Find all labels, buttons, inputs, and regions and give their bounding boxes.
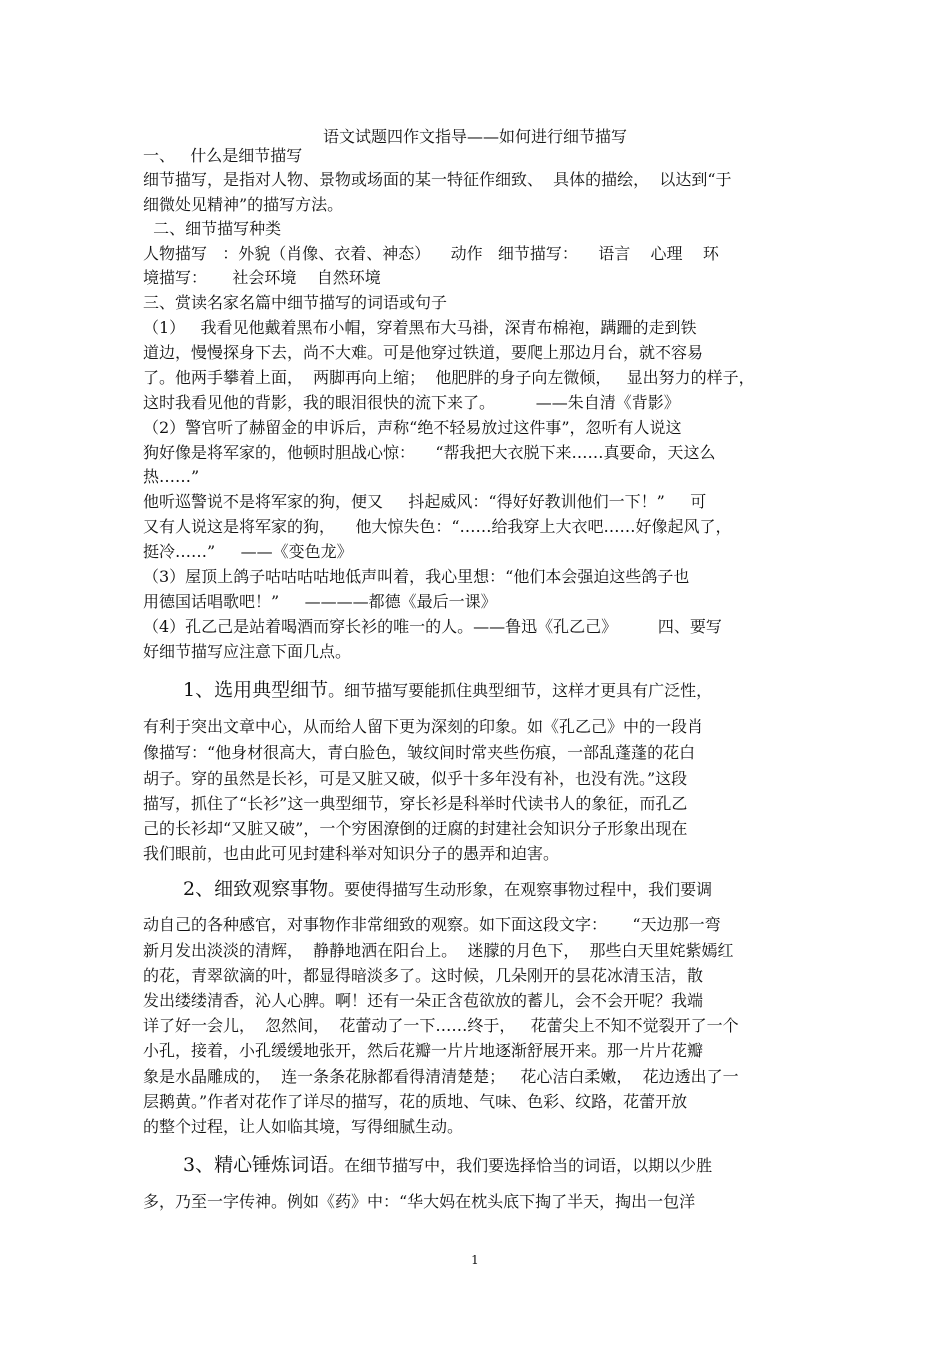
text-line: 用德国话唱歌吧！” ————都德《最后一课》 bbox=[143, 592, 497, 611]
text-line: 二、细节描写种类 bbox=[143, 219, 282, 238]
text-line: （4）孔乙己是站着喝酒而穿长衫的唯一的人。——鲁迅《孔乙己》 四、要写 bbox=[143, 617, 722, 636]
text-line: 挺冷……” ——《变色龙》 bbox=[143, 542, 353, 561]
text-line: 又有人说这是将军家的狗， 他大惊失色：“……给我穿上大衣吧……好像起风了， bbox=[143, 517, 732, 536]
text-line: 狗好像是将军家的，他顿时胆战心惊： “帮我把大衣脱下来……真要命，天这么 bbox=[143, 443, 716, 462]
section-heading-line bbox=[183, 1155, 712, 1176]
text-line: 像描写：“他身材很高大，青白脸色，皱纹间时常夹些伤痕，一部乱蓬蓬的花白 bbox=[143, 743, 696, 762]
text-line: 己的长衫却“又脏又破”，一个穷困潦倒的迂腐的封建社会知识分子形象出现在 bbox=[143, 819, 688, 838]
text-line: 详了好一会儿， 忽然间， 花蕾动了一下……终于， 花蕾尖上不知不觉裂开了一个 bbox=[143, 1016, 739, 1035]
text-line: 热……” bbox=[143, 467, 200, 486]
page-number: 1 bbox=[471, 1253, 479, 1267]
text-line: 象是水晶雕成的， 连一条条花脉都看得清清楚楚； 花心洁白柔嫩， 花边透出了一 bbox=[143, 1067, 739, 1086]
text-line: 一、 什么是细节描写 bbox=[143, 146, 303, 165]
text-line: 了。他两手攀着上面， 两脚再向上缩； 他肥胖的身子向左微倾， 显出努力的样子， bbox=[143, 368, 755, 387]
section-heading: 1、选用典型细节 bbox=[183, 679, 329, 701]
text-line: 小孔，接着，小孔缓缓地张开，然后花瓣一片片地逐渐舒展开来。那一片片花瓣 bbox=[143, 1041, 704, 1060]
section-heading: 2、细致观察事物 bbox=[183, 878, 329, 900]
text-line: 我们眼前，也由此可见封建科举对知识分子的愚弄和迫害。 bbox=[143, 844, 560, 863]
text-line: 新月发出淡淡的清辉， 静静地洒在阳台上。 迷朦的月色下， 那些白天里姹紫嫣红 bbox=[143, 941, 734, 960]
text-line: 动自己的各种感官，对事物作非常细致的观察。如下面这段文字： “天边那一弯 bbox=[143, 915, 721, 934]
text-line: 好细节描写应注意下面几点。 bbox=[143, 642, 352, 661]
section-lead: 。在细节描写中，我们要选择恰当的词语，以期以少胜 bbox=[328, 1156, 713, 1175]
text-line: 细节描写，是指对人物、景物或场面的某一特征作细致、 具体的描绘， 以达到“于 bbox=[143, 170, 732, 189]
text-line: 有利于突出文章中心，从而给人留下更为深刻的印象。如《孔乙己》中的一段肖 bbox=[143, 717, 704, 736]
text-line: （3）屋顶上鸽子咕咕咕咕地低声叫着，我心里想：“他们本会强迫这些鸽子也 bbox=[143, 567, 690, 586]
text-line: 三、赏读名家名篇中细节描写的词语或句子 bbox=[143, 293, 448, 312]
section-heading-line bbox=[183, 680, 712, 701]
text-line: 这时我看见他的背影，我的眼泪很快的流下来了。 ——朱自清《背影》 bbox=[143, 393, 680, 412]
text-line: 胡子。穿的虽然是长衫，可是又脏又破，似乎十多年没有补，也没有洗。”这段 bbox=[143, 769, 688, 788]
document-title: 语文试题四作文指导——如何进行细节描写 bbox=[322, 127, 627, 146]
section-heading-line bbox=[183, 879, 712, 900]
text-line: 层鹅黄。”作者对花作了详尽的描写，花的质地、气味、色彩、纹路，花蕾开放 bbox=[143, 1092, 688, 1111]
text-line: 境描写： 社会环境 自然环境 bbox=[143, 268, 381, 287]
text-line: 描写，抓住了“长衫”这一典型细节，穿长衫是科举时代读书人的象征，而孔乙 bbox=[143, 794, 688, 813]
section-lead: 。要使得描写生动形象，在观察事物过程中，我们要调 bbox=[328, 880, 713, 899]
text-line: 人物描写 ：外貌（肖像、衣着、神态） 动作 细节描写： 语言 心理 环 bbox=[143, 244, 719, 263]
text-line: 他听巡警说不是将军家的狗，便又 抖起威风：“得好好教训他们一下！” 可 bbox=[143, 492, 707, 511]
text-line: （1） 我看见他戴着黑布小帽，穿着黑布大马褂，深青布棉袍，蹒跚的走到铁 bbox=[143, 318, 697, 337]
section-lead: 。细节描写要能抓住典型细节，这样才更具有广泛性， bbox=[328, 681, 713, 700]
text-line: 细微处见精神”的描写方法。 bbox=[143, 195, 344, 214]
section-heading: 3、精心锤炼词语 bbox=[183, 1154, 329, 1176]
text-line: （2）警官听了赫留金的申诉后，声称“绝不轻易放过这件事”，忽听有人说这 bbox=[143, 418, 682, 437]
text-line: 道边，慢慢探身下去，尚不大难。可是他穿过铁道，要爬上那边月台，就不容易 bbox=[143, 343, 704, 362]
text-line: 多，乃至一字传神。例如《药》中：“华大妈在枕头底下掏了半天，掏出一包洋 bbox=[143, 1192, 696, 1211]
text-line: 的整个过程，让人如临其境，写得细腻生动。 bbox=[143, 1117, 464, 1136]
text-line: 的花，青翠欲滴的叶，都显得暗淡多了。这时候，几朵刚开的昙花冰清玉洁，散 bbox=[143, 966, 704, 985]
text-line: 发出缕缕清香，沁人心脾。啊！还有一朵正含苞欲放的蓄儿，会不会开呢？我端 bbox=[143, 991, 704, 1010]
